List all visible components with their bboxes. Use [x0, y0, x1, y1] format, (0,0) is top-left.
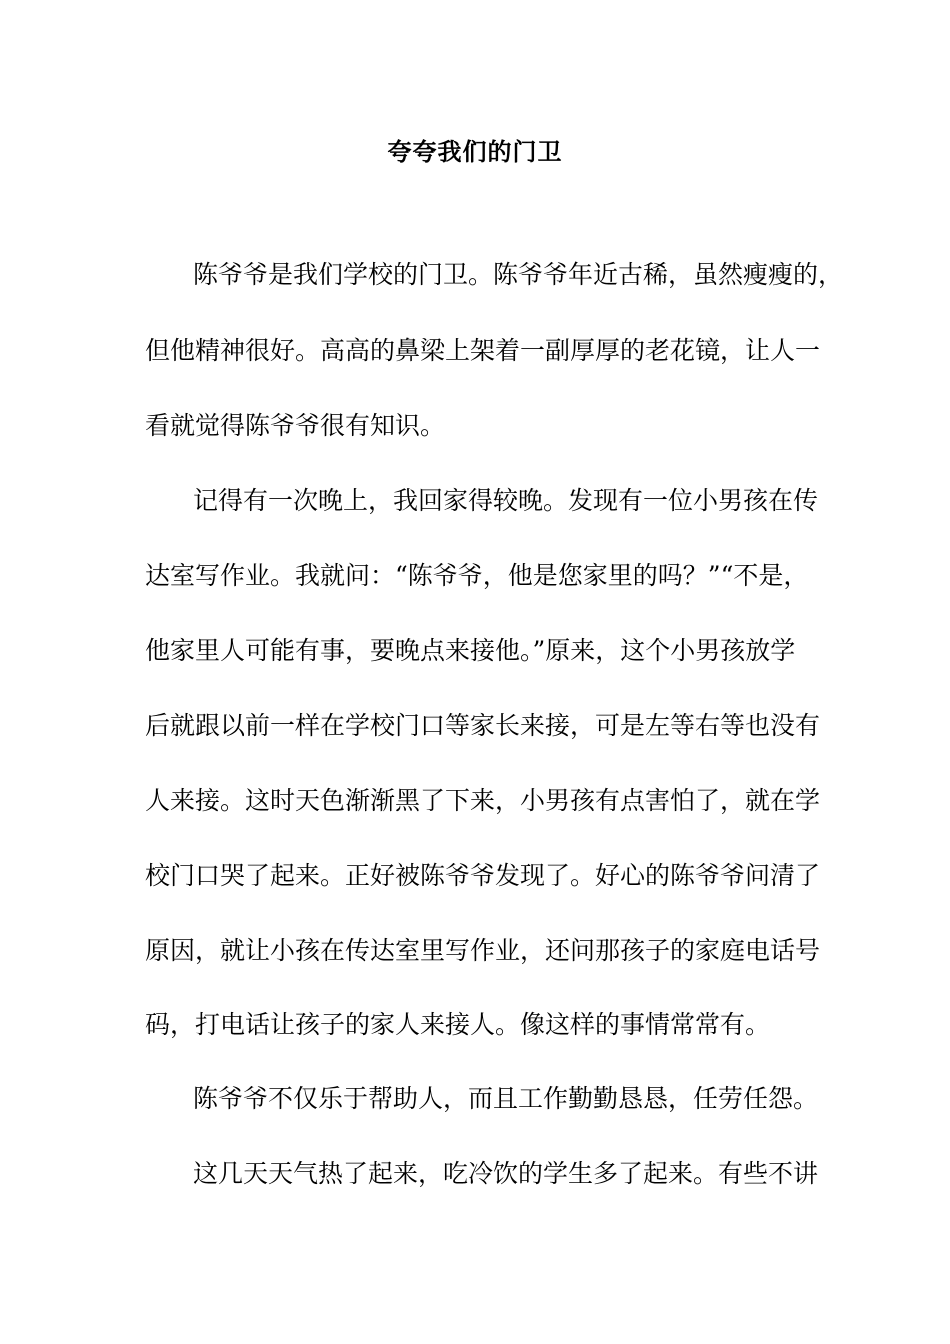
paragraph-line: 校门口哭了起来。正好被陈爷爷发现了。好心的陈爷爷问清了 [145, 861, 821, 890]
paragraph-line: 后就跟以前一样在学校门口等家长来接，可是左等右等也没有 [145, 711, 821, 740]
paragraph-line: 原因，就让小孩在传达室里写作业，还问那孩子的家庭电话号 [145, 936, 821, 965]
paragraph-line: 他家里人可能有事，要晚点来接他。”原来，这个小男孩放学 [145, 636, 796, 665]
paragraph-line: 记得有一次晚上，我回家得较晚。发现有一位小男孩在传 [193, 486, 819, 515]
paragraph-line: 看就觉得陈爷爷很有知识。 [145, 411, 446, 440]
document-title: 夸夸我们的门卫 [387, 137, 563, 166]
paragraph-line: 达室写作业。我就问：“陈爷爷，他是您家里的吗？”“不是， [145, 561, 809, 590]
paragraph-line: 人来接。这时天色渐渐黑了下来，小男孩有点害怕了，就在学 [145, 786, 821, 815]
paragraph-line: 陈爷爷不仅乐于帮助人，而且工作勤勤恳恳，任劳任怨。 [193, 1084, 819, 1113]
paragraph-line: 这几天天气热了起来，吃冷饮的学生多了起来。有些不讲 [193, 1159, 819, 1188]
paragraph-line: 陈爷爷是我们学校的门卫。陈爷爷年近古稀，虽然瘦瘦的， [193, 260, 844, 289]
paragraph-line: 但他精神很好。高高的鼻梁上架着一副厚厚的老花镜，让人一 [145, 336, 821, 365]
paragraph-line: 码，打电话让孩子的家人来接人。像这样的事情常常有。 [145, 1010, 771, 1039]
